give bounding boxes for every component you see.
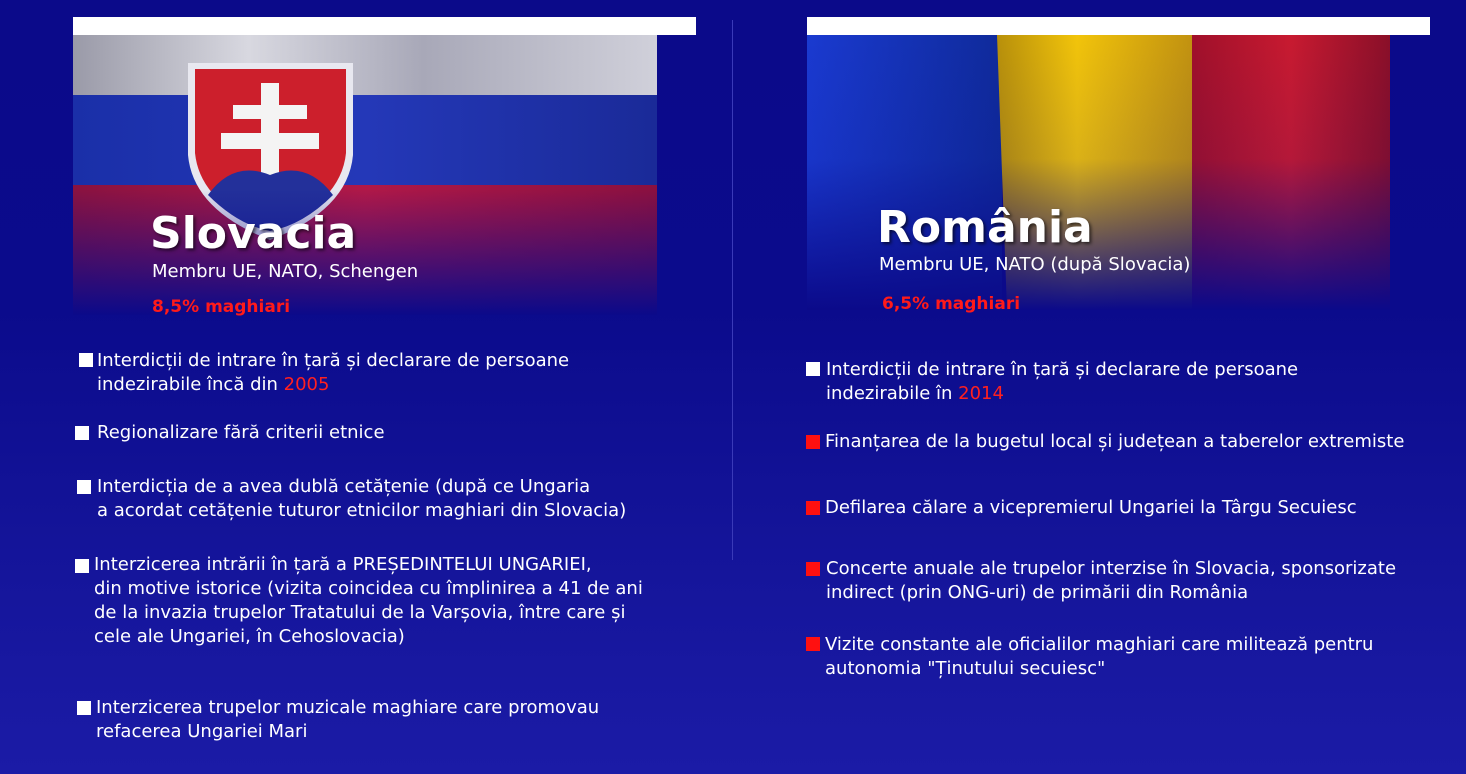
right-item-5-line-2: autonomia "Ținutului secuiesc" [825,658,1106,679]
right-bullet-4 [806,562,820,576]
right-bullet-1 [806,362,820,376]
left-bullet-4 [75,559,89,573]
left-item-4-line-3: de la invazia trupelor Tratatului de la Varșovia, între care și [94,602,626,623]
left-item-4-line-2: din motive istorice (vizita coincidea cu împlinirea a 41 de ani [94,578,643,599]
right-subtitle: Membru UE, NATO (după Slovacia) [879,254,1191,275]
right-country-title: România [877,202,1093,253]
left-item-3 [97,475,626,523]
left-item-2: Regionalizare fără criterii etnice [97,422,385,443]
right-item-1-year: 2014 [958,383,1004,404]
right-item-3: Defilarea călare a vicepremierul Ungariei la Târgu Secuiesc [825,497,1357,518]
right-header-bar [807,17,1430,35]
right-item-1-text: indezirabile în [826,383,959,404]
right-item-2: Finanțarea de la bugetul local și județean a taberelor extremiste [825,431,1405,452]
left-item-4-line-4: cele ale Ungariei, în Cehoslovacia) [94,626,405,647]
left-bullet-1 [79,353,93,367]
left-item-1-line-2 [97,373,569,397]
left-country-title: Slovacia [150,208,357,259]
right-item-4-line-1: Concerte anuale ale trupelor interzise în Slovacia, sponsorizate [826,558,1397,579]
right-item-5 [825,633,1373,681]
right-percent: 6,5% maghiari [882,294,1021,314]
right-bullet-3 [806,501,820,515]
left-header-bar [73,17,696,35]
left-item-1-year: 2005 [283,374,330,395]
column-divider [732,20,733,560]
right-bullet-2 [806,435,820,449]
left-subtitle: Membru UE, NATO, Schengen [152,261,419,282]
left-bullet-3 [77,480,91,494]
right-item-1 [826,358,1298,406]
left-item-5-line-2: refacerea Ungariei Mari [96,721,308,742]
left-item-4-line-1: Interzicerea intrării în țară a PREȘEDINTELUI UNGARIEI, [94,554,592,575]
right-item-1-line-1: Interdicții de intrare în țară și declarare de persoane [826,359,1299,380]
left-item-5 [96,696,599,744]
left-item-1-line-1: Interdicții de intrare în țară și declarare de persoane [97,350,570,371]
right-item-1-line-2 [826,382,1298,406]
left-item-3-line-2: a acordat cetățenie tuturor etnicilor maghiari din Slovacia) [97,500,627,521]
right-item-4-line-2: indirect (prin ONG-uri) de primării din România [826,582,1249,603]
left-item-1 [97,349,569,397]
left-item-1-text: indezirabile încă din [97,374,284,395]
right-item-4 [826,557,1396,605]
right-bullet-5 [806,637,820,651]
left-percent: 8,5% maghiari [152,297,291,317]
left-item-4 [94,553,643,649]
left-bullet-2 [75,426,89,440]
left-bullet-5 [77,701,91,715]
left-item-5-line-1: Interzicerea trupelor muzicale maghiare care promovau [96,697,600,718]
right-item-5-line-1: Vizite constante ale oficialilor maghiari care militează pentru [825,634,1374,655]
left-item-3-line-1: Interdicția de a avea dublă cetățenie (după ce Ungaria [97,476,591,497]
